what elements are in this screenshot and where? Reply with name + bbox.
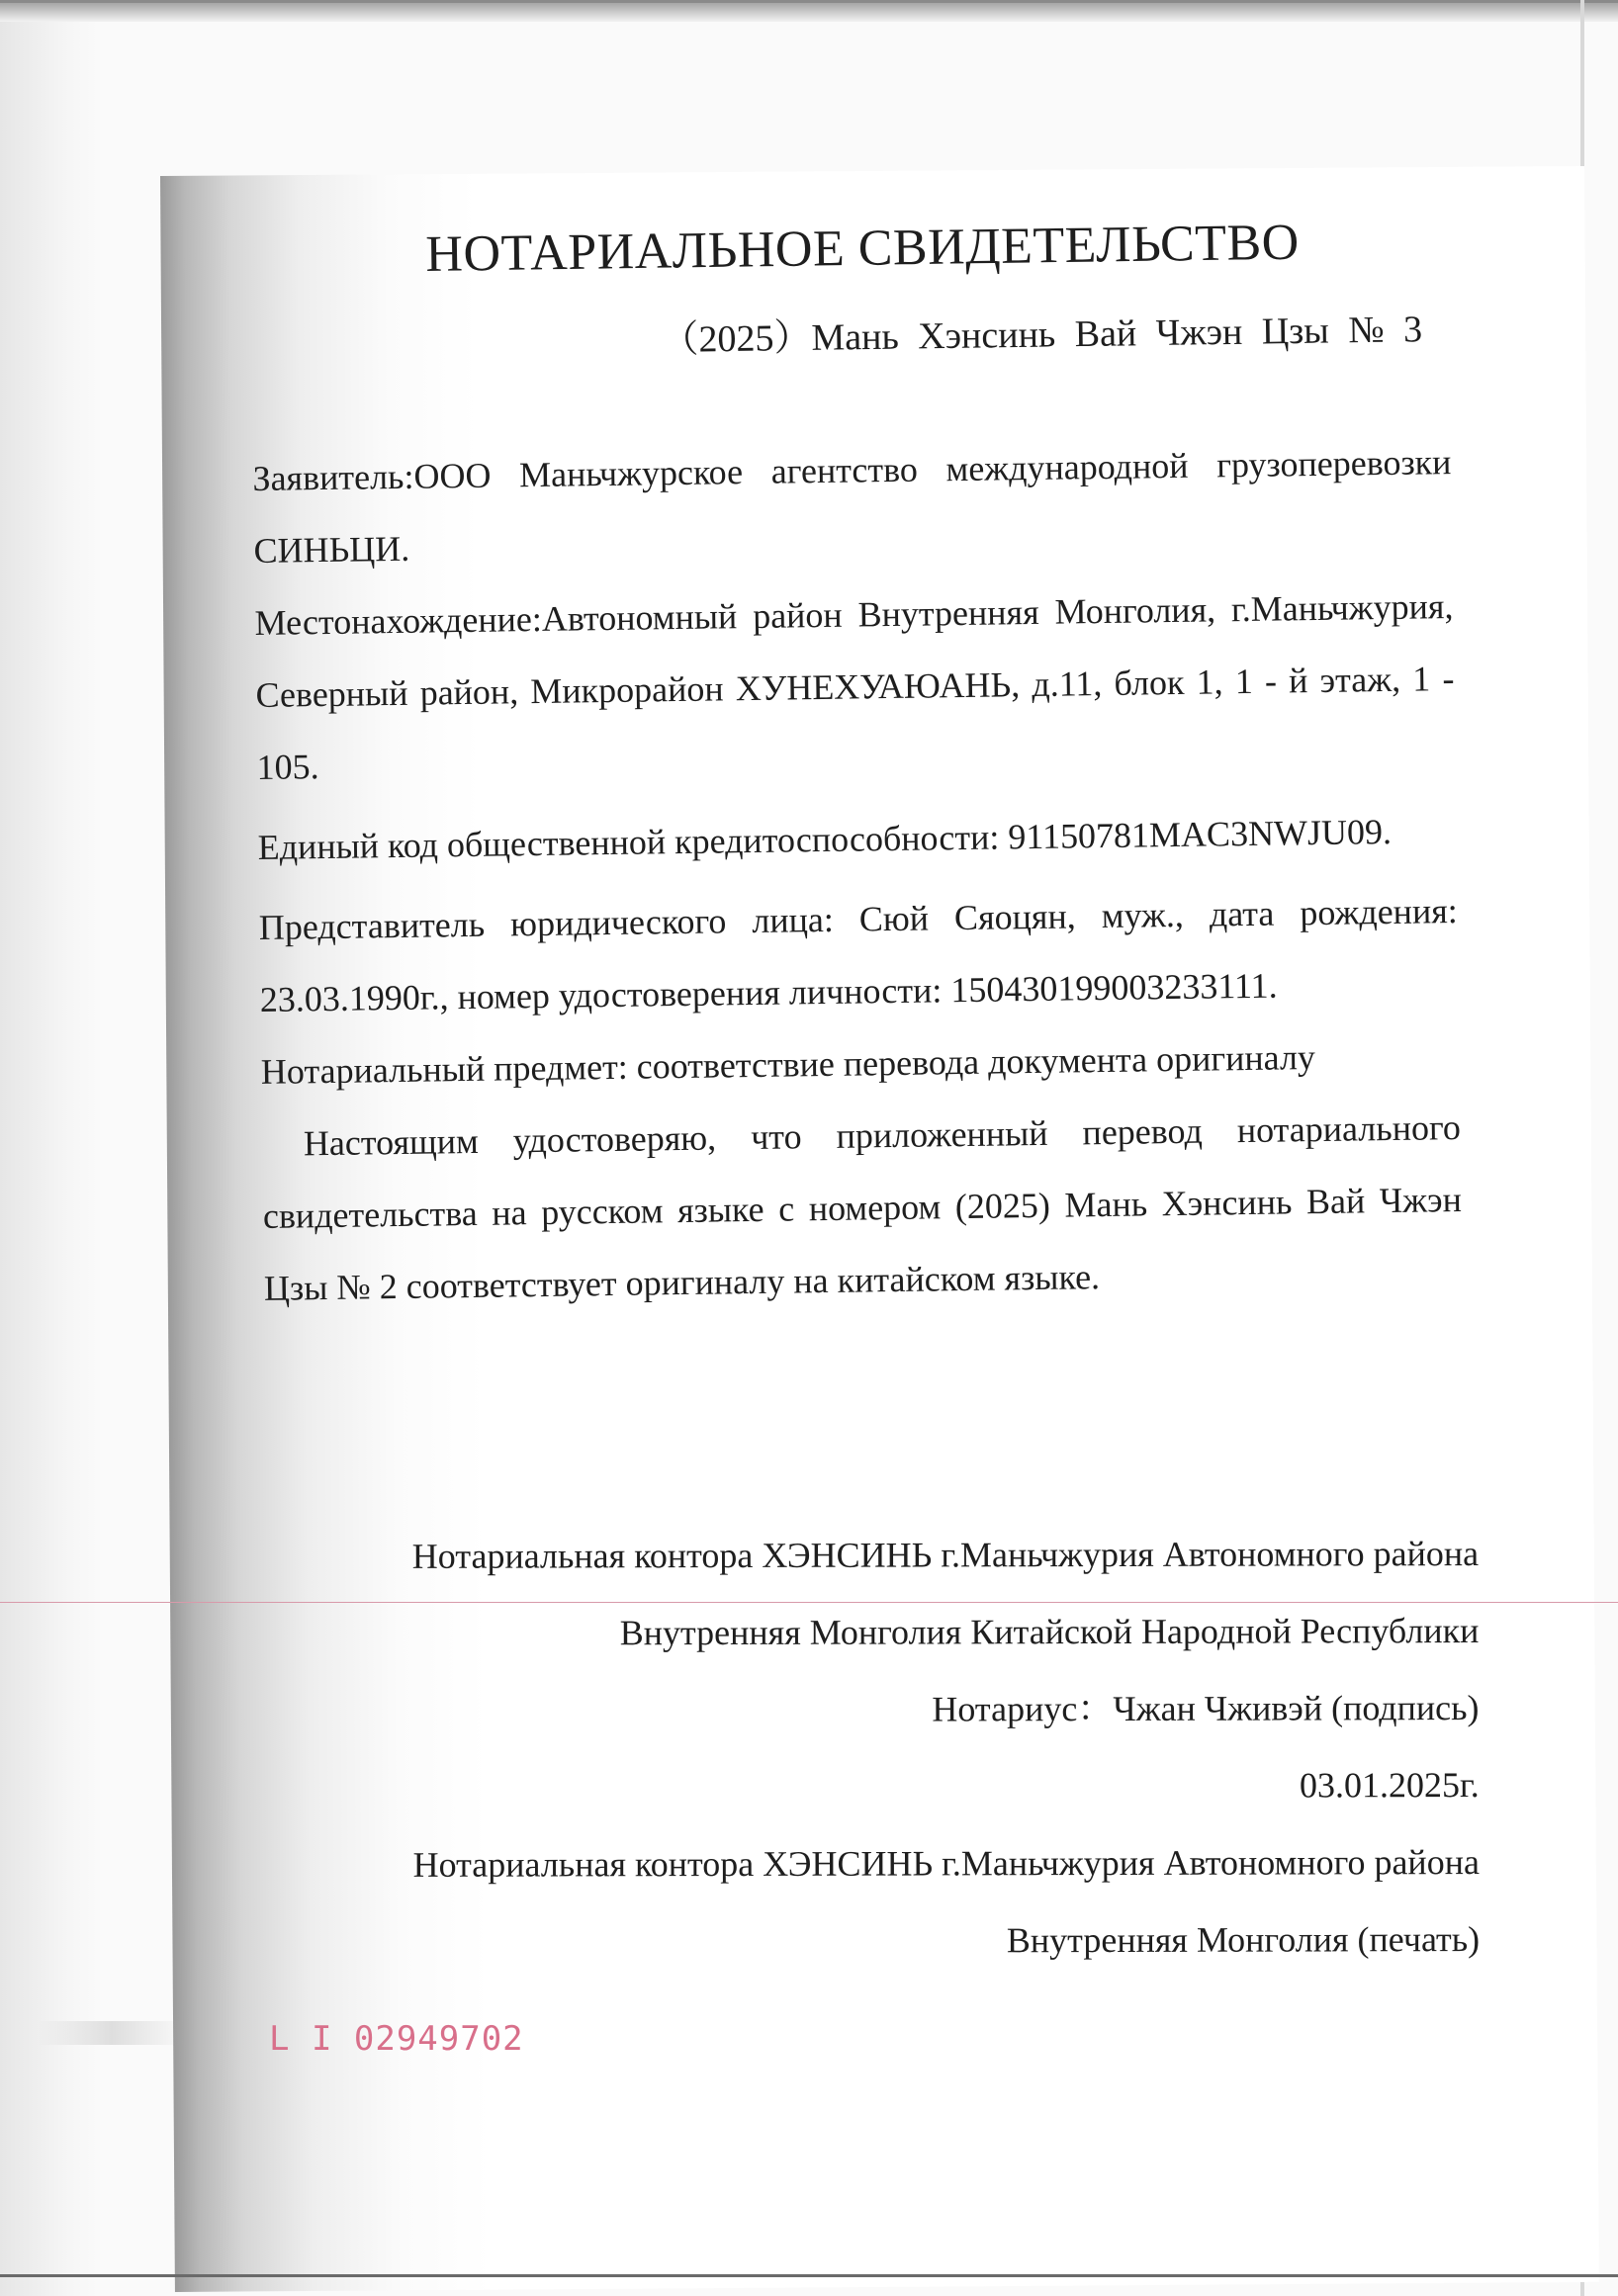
scanner-top-line xyxy=(0,0,1618,3)
office-name-line: Нотариальная контора ХЭНСИНЬ г.Маньчжурия Автономного района xyxy=(411,1533,1480,1576)
applicant-paragraph: Заявитель:ООО Маньчжурское агентство международной грузоперевозки СИНЬЦИ. xyxy=(252,442,1452,571)
location-paragraph: Местонахождение:Автономный район Внутренняя Монголия, г.Маньчжурия, Северный район, Микрорайон ХУНЕХУАЮАНЬ, д.11, блок 1, 1 - й этаж, 1 - 105. xyxy=(254,586,1455,787)
notary-line: Нотариус：Чжан Чживэй (подпись) xyxy=(932,1687,1480,1729)
office-region-line: Внутренняя Монголия Китайской Народной Республики xyxy=(619,1610,1480,1653)
date-line: 03.01.2025г. xyxy=(1299,1764,1480,1806)
representative-paragraph: Представитель юридического лица: Сюй Сяоцян, муж., дата рождения: 23.03.1990г., номер удостоверения личности: 150430199003233111. xyxy=(258,891,1459,1019)
document-number: （2025）Мань Хэнсинь Вай Чжэн Цзы № 3 xyxy=(661,309,1423,361)
scanner-top-edge xyxy=(0,0,1618,22)
scanner-left-margin xyxy=(0,0,99,2296)
credit-code-paragraph: Единый код общественной кредитоспособности: 91150781MAC3NWJU09. xyxy=(257,811,1393,867)
faint-scan-mark xyxy=(38,2021,186,2045)
document-title: НОТАРИАЛЬНОЕ СВИДЕТЕЛЬСТВО xyxy=(425,214,1301,283)
document-body xyxy=(252,426,1463,1325)
scanner-bottom-line xyxy=(0,2274,1618,2277)
signature-block xyxy=(297,1515,1480,1981)
certification-paragraph: Настоящим удостоверяю, что приложенный перевод нотариального свидетельства на русском языке с номером (2025) Мань Хэнсинь Вай Чжэн Цзы № 2 соответствует оригиналу на китайском языке. xyxy=(262,1107,1463,1308)
seal-region-line: Внутренняя Монголия (печать) xyxy=(1006,1918,1481,1961)
seal-office-line: Нотариальная контора ХЭНСИНЬ г.Маньчжурия Автономного района xyxy=(412,1841,1480,1885)
notarial-subject-paragraph: Нотариальный предмет: соответствие перевода документа оригиналу xyxy=(260,1037,1316,1092)
serial-number: L I 02949702 xyxy=(269,2019,524,2059)
